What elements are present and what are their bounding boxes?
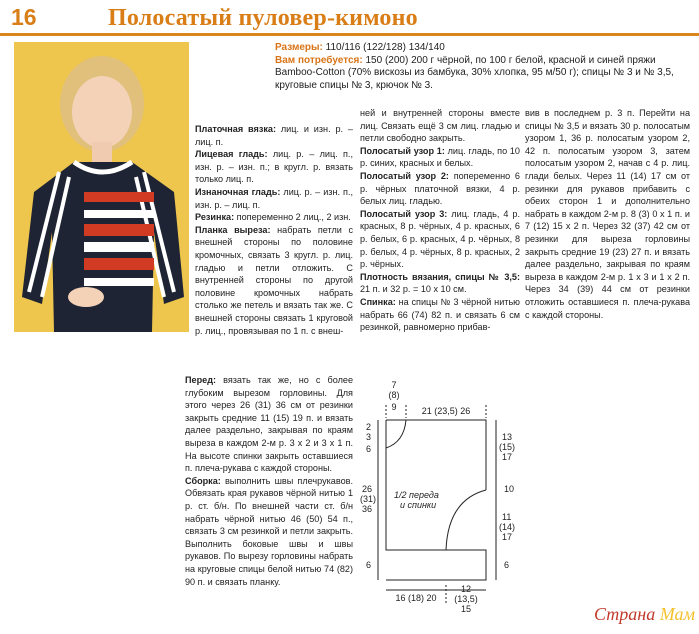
paragraph: Лицевая гладь: лиц. р. – лиц. п., изн. р. – изн. п.; в кругл. р. вязать только лиц. п. <box>195 149 353 185</box>
dim-right-3: 17 <box>502 452 513 462</box>
text-column-1 <box>195 123 353 337</box>
site-logo: Страна Мам <box>594 604 695 624</box>
paragraph: вив в последнем р. 3 п. Перейти на спицы № 3,5 и вязать 30 р. полосатым узором 1, 36 р. полосатым узором 2, 42 п. полосатым узором 3, затем полосатым узором 2, начав с 4 р. лиц. глади белых. Через 11 (14) 17 см от резинки для рукавов прибавить с обеих сторон 1 и дополнительно набрать в каждом 2-м р. 8 (3) 0 х 1 п. и 7 (12) 15 х 2 п. Через 32 (37) 42 см от резинки для выреза горловины закрыть средние 19 (23) 27 п. и вязать далее раздельно, закрывая по краям выреза в каждом 2-м р. 1 х 3 и 1 х 2 п. Через 34 (39) 44 см от резинки отложить оставшиеся п. плеча-рукава с каждой стороны. <box>525 108 690 320</box>
dim-right-mid: 10 <box>504 484 515 494</box>
schema-label-1: 1/2 переда <box>394 490 439 500</box>
sizes-value: 110/116 (122/128) 134/140 <box>322 42 445 53</box>
dim-bottom-right-1: 12 <box>460 584 472 594</box>
paragraph: Перед: вязать так же, но с более глубоким вырезом горловины. Для этого через 26 (31) 36 см от резинки закрыть средние 11 (15) 19 п. и вязать далее раздельно, закрывая по краям выреза в каждом 2-м р. 3 х 2 и 3 х 1 п. На высоте спинки закрыть оставшиеся п. плеча-рукава с каждой стороны. <box>185 375 353 474</box>
dim-left-height-3: 36 <box>362 504 373 514</box>
paragraph: Платочная вязка: лиц. и изн. р. – лиц. п. <box>195 124 353 147</box>
dim-bottom-right-3: 15 <box>460 604 472 614</box>
materials-label: Вам потребуется: <box>275 54 363 66</box>
dim-neck-1: 2 <box>366 422 372 432</box>
dim-top-width: 21 (23,5) 26 <box>421 406 471 416</box>
schema-label-2: и спинки <box>400 500 437 510</box>
dim-right-6: 17 <box>502 532 513 542</box>
paragraph: Планка выреза: набрать петли с внешней стороны по половине кромочных, связать 3 кругл. р. лиц. гладью и петли отложить. С внутренней стороны по другой половине кромочных набрать столько же петель и вязать так же. С внешней стороны связать 1 круговой р. лиц., провязывая по 1 п. с внеш- <box>195 224 353 336</box>
sizes-label: Размеры: <box>275 42 323 53</box>
dim-right-1: 13 <box>502 432 513 442</box>
dim-right-5: (14) <box>499 522 516 532</box>
dim-left-bottom: 6 <box>366 560 372 570</box>
dim-neck-2: 3 <box>366 432 372 442</box>
text-column-3 <box>525 107 690 321</box>
dim-right-4: 11 <box>502 512 512 522</box>
page-header <box>0 0 699 38</box>
text-column-4 <box>185 374 353 588</box>
materials-value: 150 (200) 200 г чёрной, по 100 г белой, красной и синей пряжи Bamboo-Cotton (70% вискозы из бамбука, 30% хлопка, 95 м/50 г); спицы № 3 и № 3,5, круговые спицы № 3, крючок № 3. <box>275 54 674 91</box>
paragraph: Сборка: выполнить швы плечрукавов. Обвязать края рукавов чёрной нитью 1 р. ст. б/н. По внешней части ст. б/н набрать чёрной нитью 46 (50) 54 п., связать 3 см резинкой и петли закрыть. Выполнить боковые швы и швы рукавов. По вырезу горловины набрать на круговые спицы белой нитью 74 (82) 90 п. и связать планку. <box>185 475 353 587</box>
paragraph: Изнаночная гладь: лиц. р. – изн. п., изн. р. – лиц. п. <box>195 186 353 210</box>
dim-bottom-width: 16 (18) 20 <box>395 593 437 603</box>
dim-top-left-3: 9 <box>391 402 397 412</box>
header-rule <box>0 33 699 36</box>
paragraph: Полосатый узор 3: лиц. гладь, 4 р. красных, 8 р. чёрных, 4 р. красных, 6 р. белых, 6 р. красных, 4 р. чёрных, 8 р. белых, 4 р. чёрных, 8 р. красных, 2 р. чёрных. <box>360 208 520 270</box>
dim-top-left-1: 7 <box>391 380 397 390</box>
dim-right-2: (15) <box>499 442 516 452</box>
paragraph: ней и внутренней стороны вместе лиц. Связать ещё 3 см лиц. гладью и петли свободно закрыть. <box>360 108 520 144</box>
model-photo <box>14 42 189 332</box>
text-column-2 <box>360 107 520 334</box>
paragraph: Спинка: на спицы № 3 чёрной нитью набрать 66 (74) 82 п. и связать 6 см резинкой, равномерно прибав- <box>360 296 520 333</box>
page-title: Полосатый пуловер-кимоно <box>108 5 418 31</box>
page-number: 16 <box>11 4 37 30</box>
dim-neck-3: 6 <box>366 444 372 454</box>
dim-right-bottom: 6 <box>504 560 510 570</box>
paragraph: Полосатый узор 1: лиц. гладь, по 10 р. синих, красных и белых. <box>360 145 520 169</box>
paragraph: Резинка: попеременно 2 лиц., 2 изн. <box>195 212 351 223</box>
pattern-schematic <box>356 380 526 620</box>
paragraph: Плотность вязания, спицы № 3,5: 21 п. и 32 р. = 10 х 10 см. <box>360 271 520 295</box>
dim-bottom-right-2: (13,5) <box>454 594 478 604</box>
dim-left-height-2: (31) <box>360 494 377 504</box>
dim-top-left-2: (8) <box>388 390 400 400</box>
paragraph: Полосатый узор 2: попеременно 6 р. чёрных платочной вязки, 4 р. белых лиц. гладью. <box>360 170 520 207</box>
specs-block <box>275 42 685 92</box>
dim-left-height-1: 26 <box>362 484 373 494</box>
